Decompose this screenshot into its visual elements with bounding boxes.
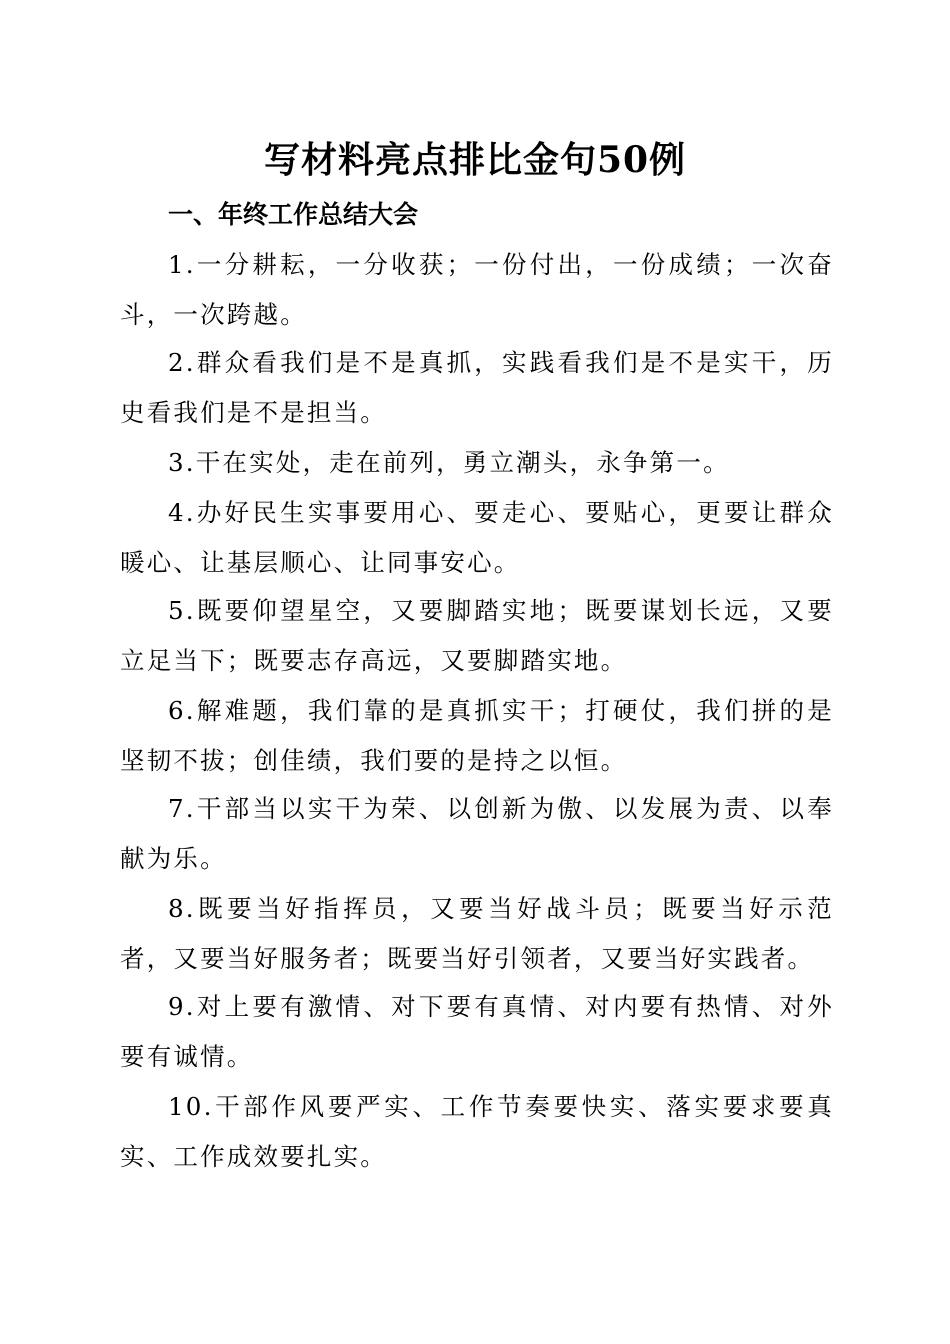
list-item: 3.干在实处，走在前列，勇立潮头，永争第一。 [168,448,730,477]
list-item: 4.办好民生实事要用心、要走心、要贴心，更要让群众暖心、让基层顺心、让同事安心。 [120,498,834,577]
document-title: 写材料亮点排比金句50例 [263,139,687,181]
section-heading: 一、年终工作总结大会 [168,200,419,229]
list-item: 7.干部当以实干为荣、以创新为傲、以发展为责、以奉献为乐。 [120,794,834,873]
list-item: 2.群众看我们是不是真抓，实践看我们是不是实干，历史看我们是不是担当。 [120,348,834,427]
list-item: 10.干部作风要严实、工作节奏要快实、落实要求要真实、工作成效要扎实。 [120,1092,834,1171]
list-item: 1.一分耕耘，一分收获；一份付出，一份成绩；一次奋斗，一次跨越。 [120,250,834,329]
list-item: 6.解难题，我们靠的是真抓实干；打硬仗，我们拼的是坚韧不拔；创佳绩，我们要的是持之以恒。 [120,696,834,775]
list-item: 8.既要当好指挥员，又要当好战斗员；既要当好示范者，又要当好服务者；既要当好引领者，又要当好实践者。 [120,894,834,973]
list-item: 5.既要仰望星空，又要脚踏实地；既要谋划长远，又要立足当下；既要志存高远，又要脚踏实地。 [120,596,834,675]
list-item: 9.对上要有激情、对下要有真情、对内要有热情、对外要有诚情。 [120,992,834,1071]
